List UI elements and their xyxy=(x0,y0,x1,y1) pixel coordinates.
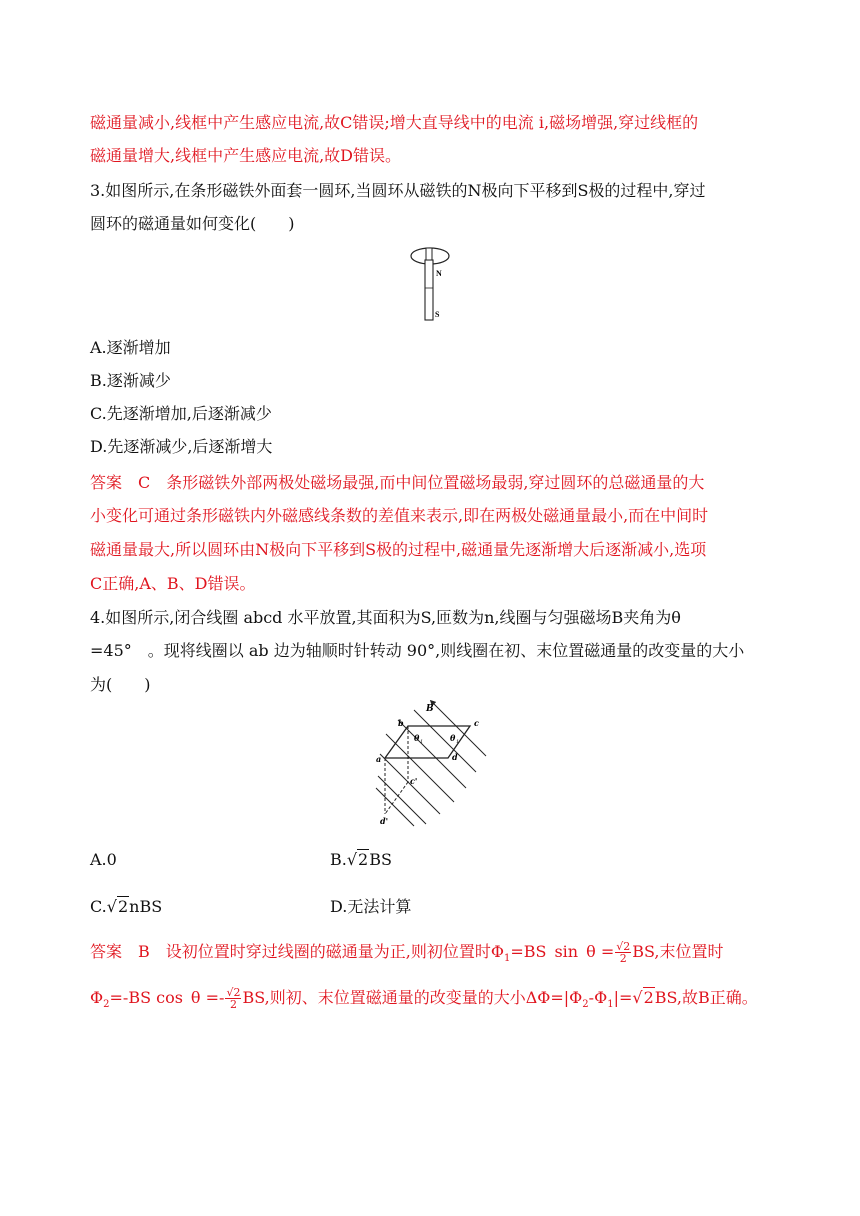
question-4-stem: 4.如图所示,闭合线圈 abcd 水平放置,其面积为S,匝数为n,线圈与匀强磁场B夹角为θ xyxy=(90,608,681,627)
label-theta-1-sub: 1 xyxy=(420,739,424,745)
text-line: 磁通量增大,线框中产生感应电流,故D错误。 xyxy=(90,146,402,165)
sqrt-symbol: √2 xyxy=(346,850,369,869)
option-b: B.√2BS xyxy=(330,850,392,869)
label-theta-2-sub: 1 xyxy=(456,739,460,745)
label-c-prime: c' xyxy=(410,776,418,786)
text-line: 磁通量减小,线框中产生感应电流,故C错误;增大直导线中的电流 i,磁场增强,穿过线框的 xyxy=(90,113,699,132)
answer-3: 小变化可通过条形磁铁内外磁感线条数的差值来表示,即在两极处磁通量最小,而在中间时 xyxy=(90,506,709,525)
answer-3: 磁通量最大,所以圆环由N极向下平移到S极的过程中,磁通量先逐渐增大后逐渐减小,选项 xyxy=(90,540,707,559)
answer-3: 答案 C 条形磁铁外部两极处磁场最强,而中间位置磁场最弱,穿过圆环的总磁通量的大 xyxy=(90,473,705,492)
option-a: A.逐渐增加 xyxy=(90,338,171,357)
answer-4-line-2: $\Phi_2=-BS$ cos θ =- $\frac{√2}{2}$ BS,则初、末位置磁通量的改变量的大小$\Delta\Phi=|\Phi_2-\Phi_1|=√2BS$,故B正确。 xyxy=(90,986,758,1011)
label-s: S xyxy=(435,310,440,319)
question-4-stem: =45° 。现将线圈以 ab 边为轴顺时针转动 90°,则线圈在初、末位置磁通量的改变量的大小 xyxy=(90,641,745,660)
option-d: D.先逐渐减少,后逐渐增大 xyxy=(90,437,273,456)
question-4-stem: 为( ) xyxy=(90,675,151,694)
label-b: b xyxy=(398,718,404,728)
magnet-ring-figure xyxy=(400,243,460,325)
label-c: c xyxy=(474,718,479,728)
sqrt-symbol: √2 xyxy=(632,988,654,1007)
option-d: D.无法计算 xyxy=(330,897,412,916)
label-a: a xyxy=(376,754,382,764)
label-theta-1: θ xyxy=(414,733,420,743)
question-3-stem: 圆环的磁通量如何变化( ) xyxy=(90,214,295,233)
fraction: $\frac{√2}{2}$ xyxy=(616,940,631,965)
option-c: C.√2nBS xyxy=(90,897,163,916)
option-c: C.先逐渐增加,后逐渐减少 xyxy=(90,404,272,423)
label-d-prime: d' xyxy=(380,816,389,826)
option-b-prefix: B. xyxy=(330,850,347,869)
option-a: A.0 xyxy=(90,850,117,869)
label-b-field: B xyxy=(426,704,434,714)
question-3-stem: 3.如图所示,在条形磁铁外面套一圆环,当圆环从磁铁的N极向下平移到S极的过程中,穿过 xyxy=(90,181,706,200)
label-theta-2: θ xyxy=(450,733,456,743)
label-d: d xyxy=(452,752,458,762)
fraction: $\frac{√2}{2}$ xyxy=(226,986,241,1011)
sqrt-symbol: √2 xyxy=(106,897,129,916)
coil-field-figure xyxy=(368,700,493,828)
answer-3: C正确,A、B、D错误。 xyxy=(90,574,256,593)
answer-4-line-1: 答案 B 设初位置时穿过线圈的磁通量为正,则初位置时$\Phi_1=BS$ sin θ = $\frac{√2}{2}$ BS,末位置时 xyxy=(90,940,724,965)
option-b: B.逐渐减少 xyxy=(90,371,171,390)
label-n: N xyxy=(436,269,442,278)
